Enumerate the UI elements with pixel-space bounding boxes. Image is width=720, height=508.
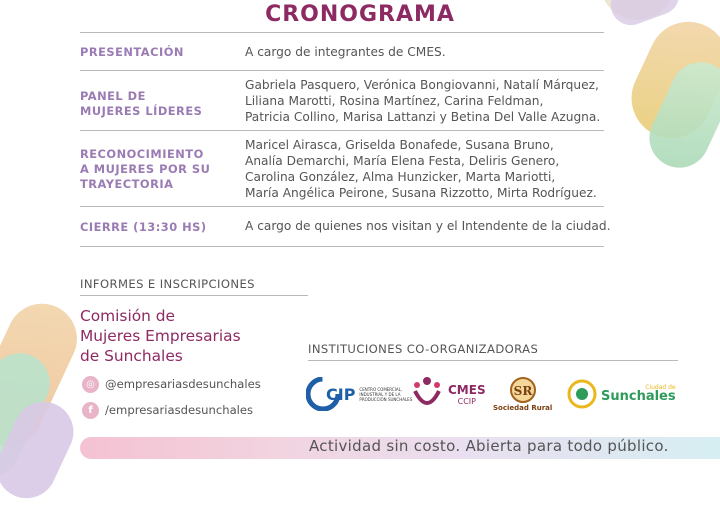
instagram-link[interactable] — [82, 375, 261, 393]
informes-heading: INFORMES E INSCRIPCIONES — [80, 277, 255, 291]
schedule-value-reconocimiento: Maricel Airasca, Griselda Bonafede, Susana Bruno, Analía Demarchi, María Elena Festa, Deliris Genero, Carolina González, Alma Hunzicker, Marta Mariotti, María Angélica Peirone, Susana Rizzotto, Mirta Rodríguez. — [245, 138, 597, 200]
schedule-label-reconocimiento: RECONOCIMIENTO A MUJERES POR SU TRAYECTORIA — [80, 147, 211, 191]
facebook-icon: f — [82, 402, 99, 419]
cmes-logo-labels — [448, 383, 486, 406]
svg-text:SR: SR — [513, 384, 532, 398]
cmes-logo — [410, 372, 486, 416]
row-divider — [80, 246, 604, 247]
sunchales-logo — [567, 372, 676, 416]
ccip-logo-text: CIP — [326, 384, 356, 404]
cmes-logo-icon — [410, 375, 444, 413]
sunchales-logo-subtext: Ciudad de — [645, 384, 676, 391]
cmes-logo-text: CMES — [448, 382, 486, 397]
facebook-link[interactable] — [82, 401, 253, 419]
row-divider — [80, 206, 604, 207]
row-divider — [80, 70, 604, 71]
footer-note: Actividad sin costo. Abierta para todo público. — [309, 437, 669, 455]
sunchales-logo-labels — [601, 384, 676, 404]
ccip-logo — [306, 372, 417, 416]
instagram-icon: ◎ — [82, 376, 99, 393]
schedule-value-cierre: A cargo de quienes nos visitan y el Intendente de la ciudad. — [245, 219, 611, 233]
facebook-handle: /empresariasdesunchales — [105, 403, 254, 417]
ccip-logo-subtext: CENTRO COMERCIAL, INDUSTRIAL Y DE LA PRODUCCIÓN SUNCHALES — [359, 386, 413, 402]
sunchales-logo-text: Sunchales — [601, 389, 676, 404]
schedule-value-panel: Gabriela Pasquero, Verónica Bongiovanni, Natalí Márquez, Liliana Marotti, Rosina Martínez, Carina Feldman, Patricia Collino, Marisa Lattanzi y Betina Del Valle Azugna. — [245, 78, 601, 124]
instituciones-heading: INSTITUCIONES CO-ORGANIZADORAS — [308, 342, 539, 356]
organization-name: Comisión de Mujeres Empresarias de Sunchales — [80, 307, 241, 365]
sociedad-rural-logo-icon — [509, 376, 537, 404]
page-title: CRONOGRAMA — [265, 2, 455, 27]
schedule-label-presentacion: PRESENTACIÓN — [80, 45, 184, 59]
schedule-value-presentacion: A cargo de integrantes de CMES. — [245, 45, 446, 59]
sunchales-logo-icon — [567, 377, 597, 411]
instagram-handle: @empresariasdesunchales — [105, 377, 261, 391]
schedule-label-cierre: CIERRE (13:30 HS) — [80, 220, 207, 234]
cmes-logo-subtext: CCIP — [457, 396, 476, 406]
row-divider — [80, 32, 604, 33]
schedule-label-panel: PANEL DE MUJERES LÍDERES — [80, 89, 203, 118]
row-divider — [80, 130, 604, 131]
sociedad-rural-logo-text: Sociedad Rural — [493, 404, 553, 412]
informes-divider — [80, 295, 308, 296]
instituciones-divider — [308, 360, 678, 361]
sociedad-rural-logo — [493, 372, 552, 416]
